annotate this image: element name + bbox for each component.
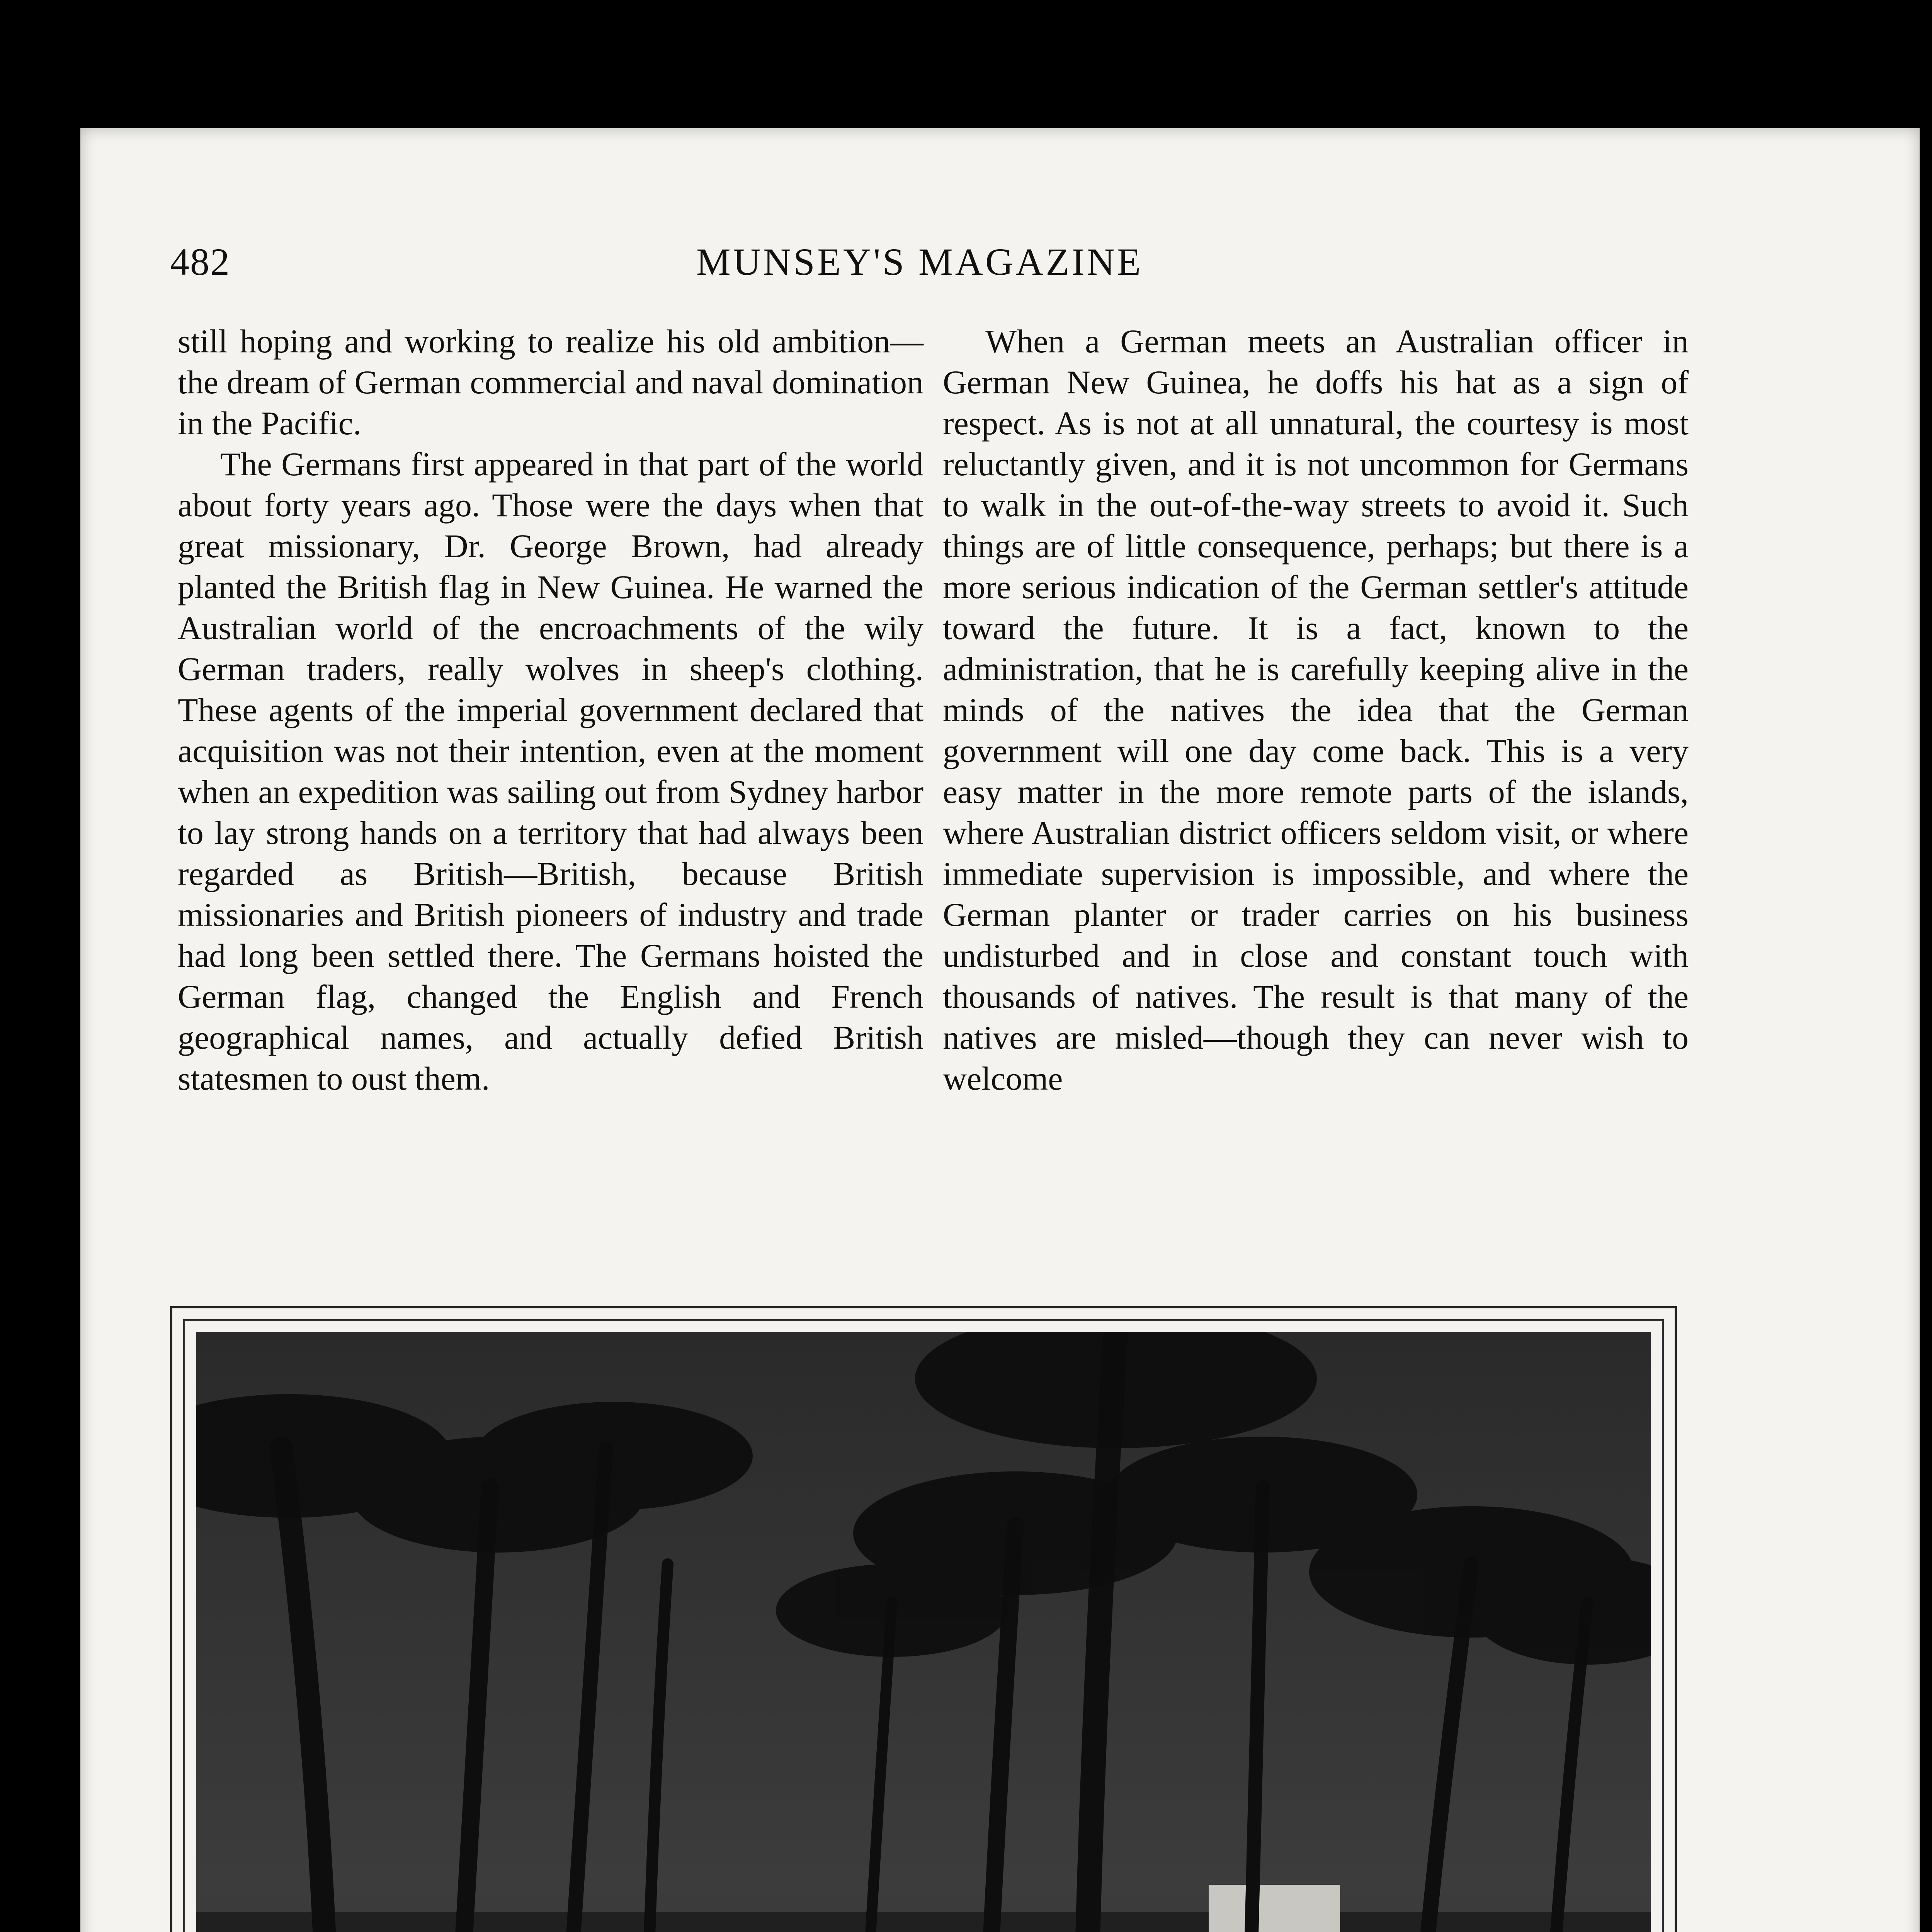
photo-frame xyxy=(170,1306,1677,1932)
page-number: 482 xyxy=(170,240,230,283)
right-column xyxy=(943,321,1689,1099)
paragraph: still hoping and working to realize his old ambition—the dream of German commercial and naval domination in the Pacific. xyxy=(178,323,923,442)
page-header xyxy=(170,240,1669,294)
magazine-title: MUNSEY'S MAGAZINE xyxy=(696,240,1143,283)
paragraph: The Germans first appeared in that part of the world about forty years ago. Those were the days when that great missionary, Dr. George Brown, had already planted the British flag in New Guinea. He warned the Australian world of the encroachments of the wily German traders, really wolves in sheep's clothing. These agents of the imperial government declared that acquisition was not their intention, even at the moment when an expedition was sailing out from Sydney harbor to lay strong hands on a territory that had always been regarded as British—British, because British missionaries and British pioneers of industry and trade had long been settled there. The Germans hoisted the German flag, changed the English and French geographical names, and actually defied British statesmen to oust them. xyxy=(178,446,923,1097)
paragraph: When a German meets an Australian officer in German New Guinea, he doffs his hat as a sign of respect. As is not at all unnatural, the courtesy is most reluctantly given, and it is not uncommon for Germans to walk in the out-of-the-way streets to avoid it. Such things are of little consequence, perhaps; but there is a more serious indication of the German settler's attitude toward the future. It is a fact, known to the administration, that he is carefully keeping alive in the minds of the natives the idea that the German government will one day come back. This is a very easy matter in the more remote parts of the islands, where Australian district officers seldom visit, or where immediate supervision is impossible, and where the German planter or trader carries on his business undisturbed and in close and constant touch with thousands of natives. The result is that many of the natives are misled—though they can never wish to welcome xyxy=(943,323,1689,1097)
left-column xyxy=(178,321,923,1099)
plantation-photograph xyxy=(196,1332,1651,1932)
